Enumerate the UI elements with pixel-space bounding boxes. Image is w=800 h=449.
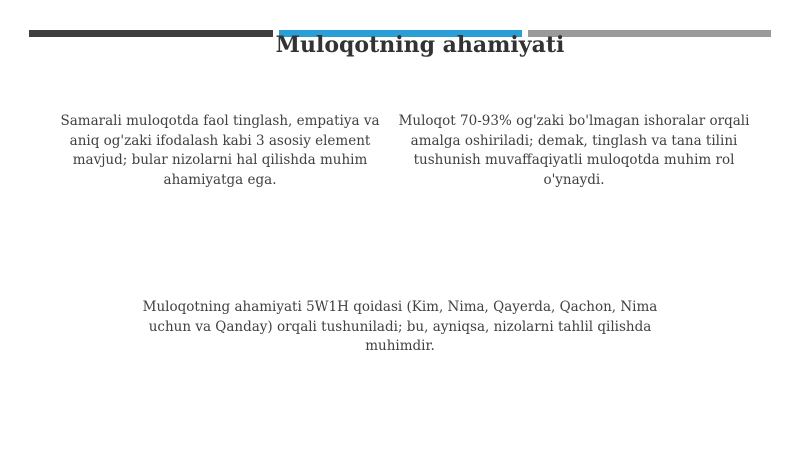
text-block-left: Samarali muloqotda faol tinglash, empatiya va aniq og'zaki ifodalash kabi 3 asosiy element mavjud; bular nizolarni hal qilishda muhim ahamiyatga ega. xyxy=(60,113,380,188)
text-block-right: Muloqot 70-93% og'zaki bo'lmagan ishoralar orqali amalga oshiriladi; demak, tinglash va tana tilini tushunish muvaffaqiyatli muloqotda muhim rol o'ynaydi. xyxy=(398,113,750,188)
text-block-bottom: Muloqotning ahamiyati 5W1H qoidasi (Kim, Nima, Qayerda, Qachon, Nima uchun va Qanday) orqali tushuniladi; bu, ayniqsa, nizolarni tahlil qilishda muhimdir. xyxy=(142,299,658,354)
slide-title: Muloqotning ahamiyati xyxy=(275,32,565,58)
